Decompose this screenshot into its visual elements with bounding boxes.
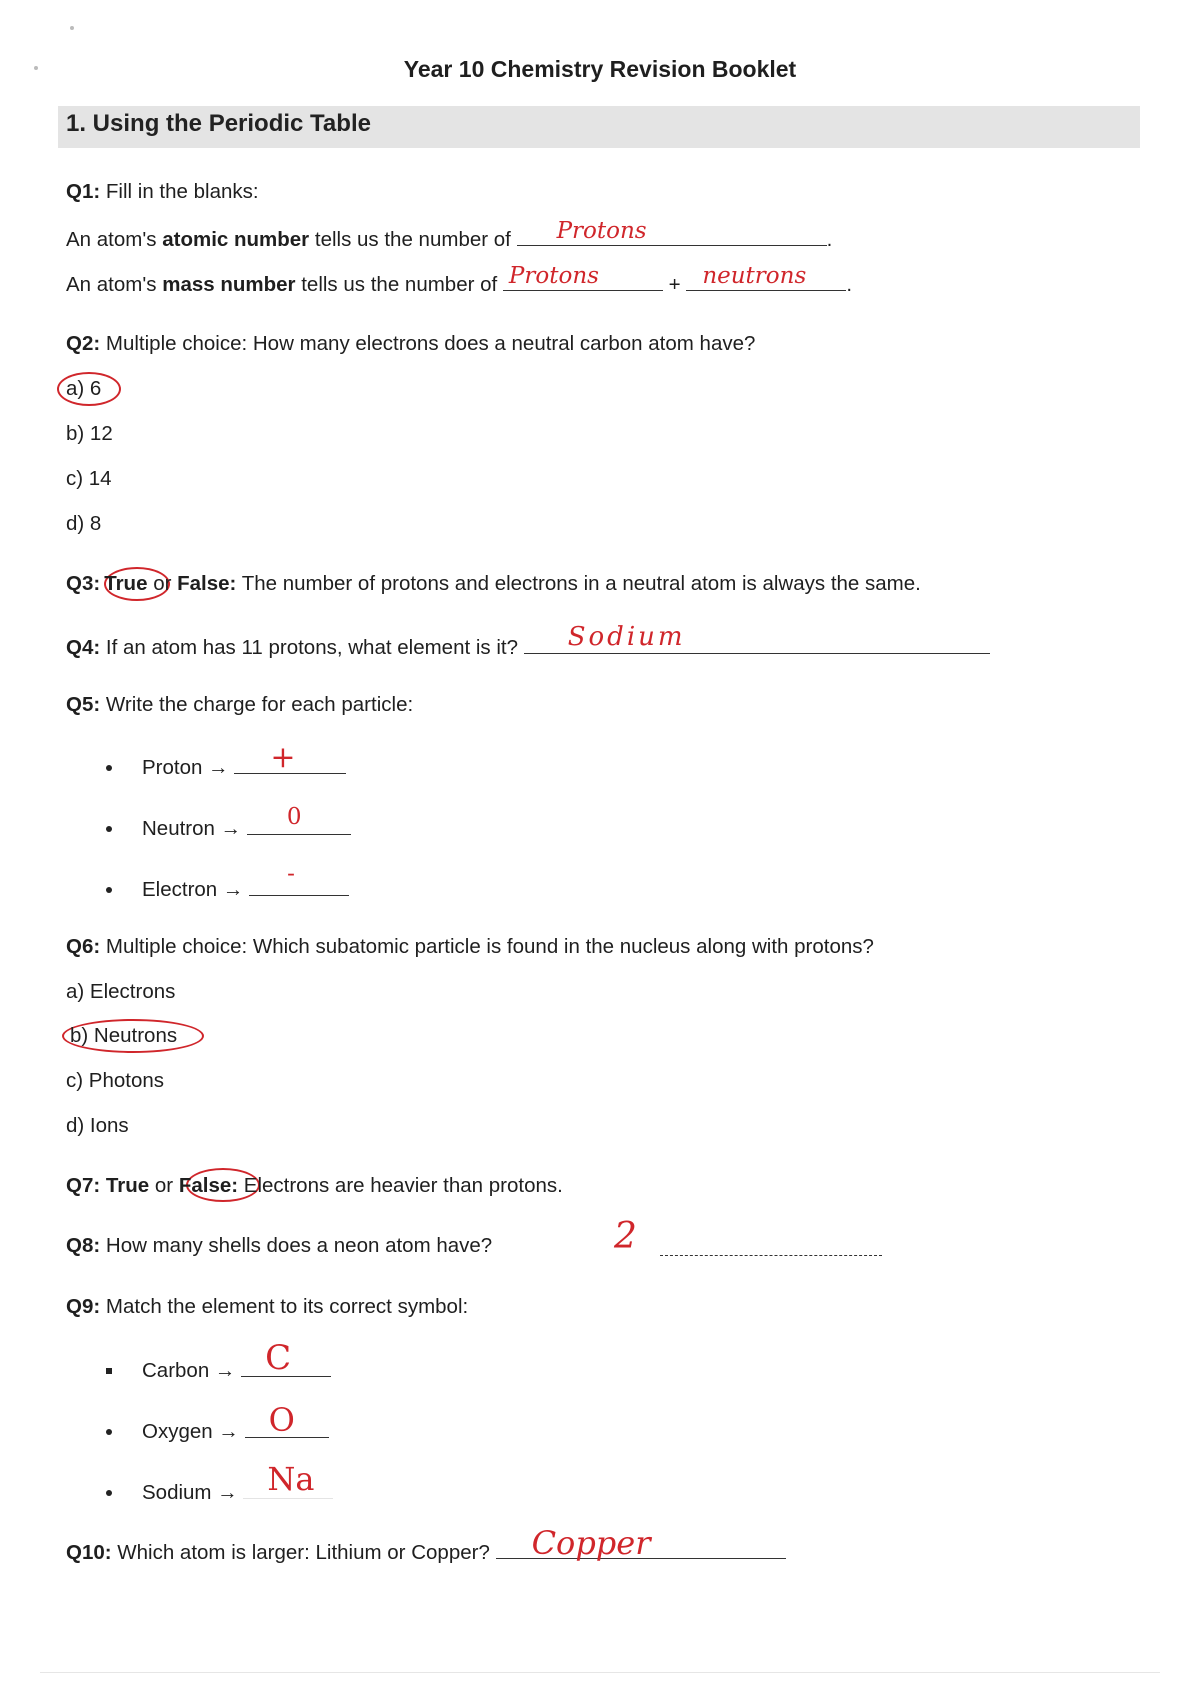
q6-number: Q6:	[66, 935, 101, 958]
q5-proton-answer: +	[270, 740, 296, 775]
q6-text: Multiple choice: Which subatomic particle is found in the nucleus along with protons?	[105, 935, 874, 958]
q1-line1-post: tells us the number of	[309, 228, 511, 251]
q8-answer: 2	[614, 1216, 637, 1257]
q9-item-oxygen	[142, 1401, 329, 1444]
q7-number: Q7:	[66, 1174, 101, 1197]
q9-prompt	[66, 1295, 468, 1319]
section-title: 1. Using the Periodic Table	[66, 110, 371, 137]
q3-true-option[interactable]: True	[104, 572, 148, 595]
q2-text: Multiple choice: How many electrons does a neutral carbon atom have?	[105, 332, 756, 355]
q1-line-1	[66, 218, 833, 252]
q5-proton-blank[interactable]	[234, 740, 346, 775]
q8-text: How many shells does a neon atom have?	[105, 1234, 493, 1257]
q3-prompt	[66, 572, 921, 596]
q2-prompt	[66, 332, 755, 356]
q1-prompt	[66, 180, 259, 204]
q3-statement: The number of protons and electrons in a neutral atom is always the same.	[241, 572, 921, 595]
q8-number: Q8:	[66, 1234, 101, 1257]
q1-line2-post: tells us the number of	[295, 273, 498, 296]
q5-neutron-answer: 0	[286, 804, 302, 830]
q4-text: If an atom has 11 protons, what element is it?	[105, 636, 519, 659]
q1-mass-number-blank-b[interactable]	[686, 263, 846, 291]
q4-number: Q4:	[66, 636, 101, 659]
q9-oxygen-blank[interactable]	[245, 1401, 329, 1439]
q9-item-sodium	[142, 1460, 333, 1505]
q6-option-a[interactable]: a) Electrons	[66, 980, 176, 1003]
q9-oxygen-label: Oxygen →	[142, 1420, 239, 1443]
q2-option-b[interactable]: b) 12	[66, 422, 113, 445]
bullet-icon	[106, 826, 112, 832]
q1-line-2	[66, 263, 853, 297]
q9-oxygen-answer: O	[268, 1401, 295, 1439]
q6-option-c[interactable]: c) Photons	[66, 1069, 164, 1092]
q1-line1-pre: An atom's	[66, 228, 163, 251]
q9-sodium-label: Sodium →	[142, 1481, 238, 1504]
q6-prompt	[66, 935, 874, 959]
q1-atomic-number-answer: Protons	[556, 218, 647, 244]
q3-false-option[interactable]: False:	[177, 572, 237, 595]
q1-line2-dot: .	[846, 273, 853, 296]
q7-true-option[interactable]: True	[105, 1174, 150, 1197]
q6-option-b[interactable]: b) Neutrons	[70, 1024, 178, 1047]
q10-number: Q10:	[66, 1541, 112, 1564]
q10-answer-blank[interactable]	[496, 1524, 786, 1562]
q1-plus-sign: +	[668, 273, 681, 296]
q9-number: Q9:	[66, 1295, 101, 1318]
q1-line1-dot: .	[826, 228, 833, 251]
booklet-title: Year 10 Chemistry Revision Booklet	[403, 56, 797, 82]
q1-line2-pre: An atom's	[66, 273, 163, 296]
scan-edge-line	[40, 1672, 1160, 1673]
q7-colon: :	[231, 1174, 239, 1197]
q9-sodium-blank[interactable]	[243, 1460, 333, 1499]
q9-sodium-answer: Na	[267, 1460, 315, 1498]
q6-option-d[interactable]: d) Ions	[66, 1114, 129, 1137]
q5-neutron-label: Neutron →	[142, 817, 242, 840]
q5-item-proton	[142, 740, 346, 780]
q7-statement: Electrons are heavier than protons.	[243, 1174, 563, 1197]
q10-prompt	[66, 1524, 786, 1565]
q5-electron-blank[interactable]	[249, 861, 349, 896]
q5-number: Q5:	[66, 693, 101, 716]
q9-carbon-blank[interactable]	[241, 1338, 331, 1378]
q2-option-c[interactable]: c) 14	[66, 467, 112, 490]
q7-false-option[interactable]: False	[178, 1174, 232, 1197]
q9-item-carbon	[142, 1338, 331, 1383]
q3-number: Q3:	[66, 572, 101, 595]
q8-answer-blank[interactable]	[660, 1235, 882, 1256]
q4-answer: Sodium	[567, 622, 686, 652]
q4-answer-blank[interactable]	[524, 622, 990, 654]
q9-carbon-answer: C	[265, 1338, 292, 1378]
q1-line2-bold: mass number	[162, 273, 296, 296]
q1-text: Fill in the blanks:	[105, 180, 259, 203]
q1-number: Q1:	[66, 180, 101, 203]
q5-proton-label: Proton →	[142, 756, 229, 779]
q5-prompt	[66, 693, 413, 717]
bullet-icon	[106, 1368, 112, 1374]
bullet-icon	[106, 887, 112, 893]
q5-neutron-blank[interactable]	[247, 804, 351, 835]
q7-or: or	[154, 1174, 174, 1197]
q1-atomic-number-blank[interactable]	[517, 218, 827, 246]
q1-mass-number-answer-a: Protons	[508, 263, 599, 289]
q1-mass-number-answer-b: neutrons	[702, 263, 807, 289]
q5-item-electron	[142, 861, 349, 902]
q9-carbon-label: Carbon →	[142, 1359, 236, 1382]
q2-option-d[interactable]: d) 8	[66, 512, 102, 535]
q8-prompt	[66, 1234, 492, 1258]
bullet-icon	[106, 1429, 112, 1435]
q4-prompt	[66, 622, 990, 660]
q3-or: or	[153, 572, 172, 595]
q5-electron-answer: -	[287, 861, 295, 887]
q2-option-a[interactable]: a) 6	[66, 377, 102, 400]
bullet-icon	[106, 765, 112, 771]
q9-text: Match the element to its correct symbol:	[105, 1295, 469, 1318]
q1-mass-number-blank-a[interactable]	[503, 263, 663, 291]
q5-item-neutron	[142, 804, 351, 841]
q7-prompt	[66, 1174, 563, 1198]
q10-text: Which atom is larger: Lithium or Copper?	[117, 1541, 490, 1564]
q5-electron-label: Electron →	[142, 878, 244, 901]
scan-speck	[70, 26, 74, 30]
q1-line1-bold: atomic number	[162, 228, 310, 251]
q10-answer: Copper	[531, 1524, 651, 1562]
q5-text: Write the charge for each particle:	[105, 693, 414, 716]
bullet-icon	[106, 1490, 112, 1496]
q2-number: Q2:	[66, 332, 101, 355]
